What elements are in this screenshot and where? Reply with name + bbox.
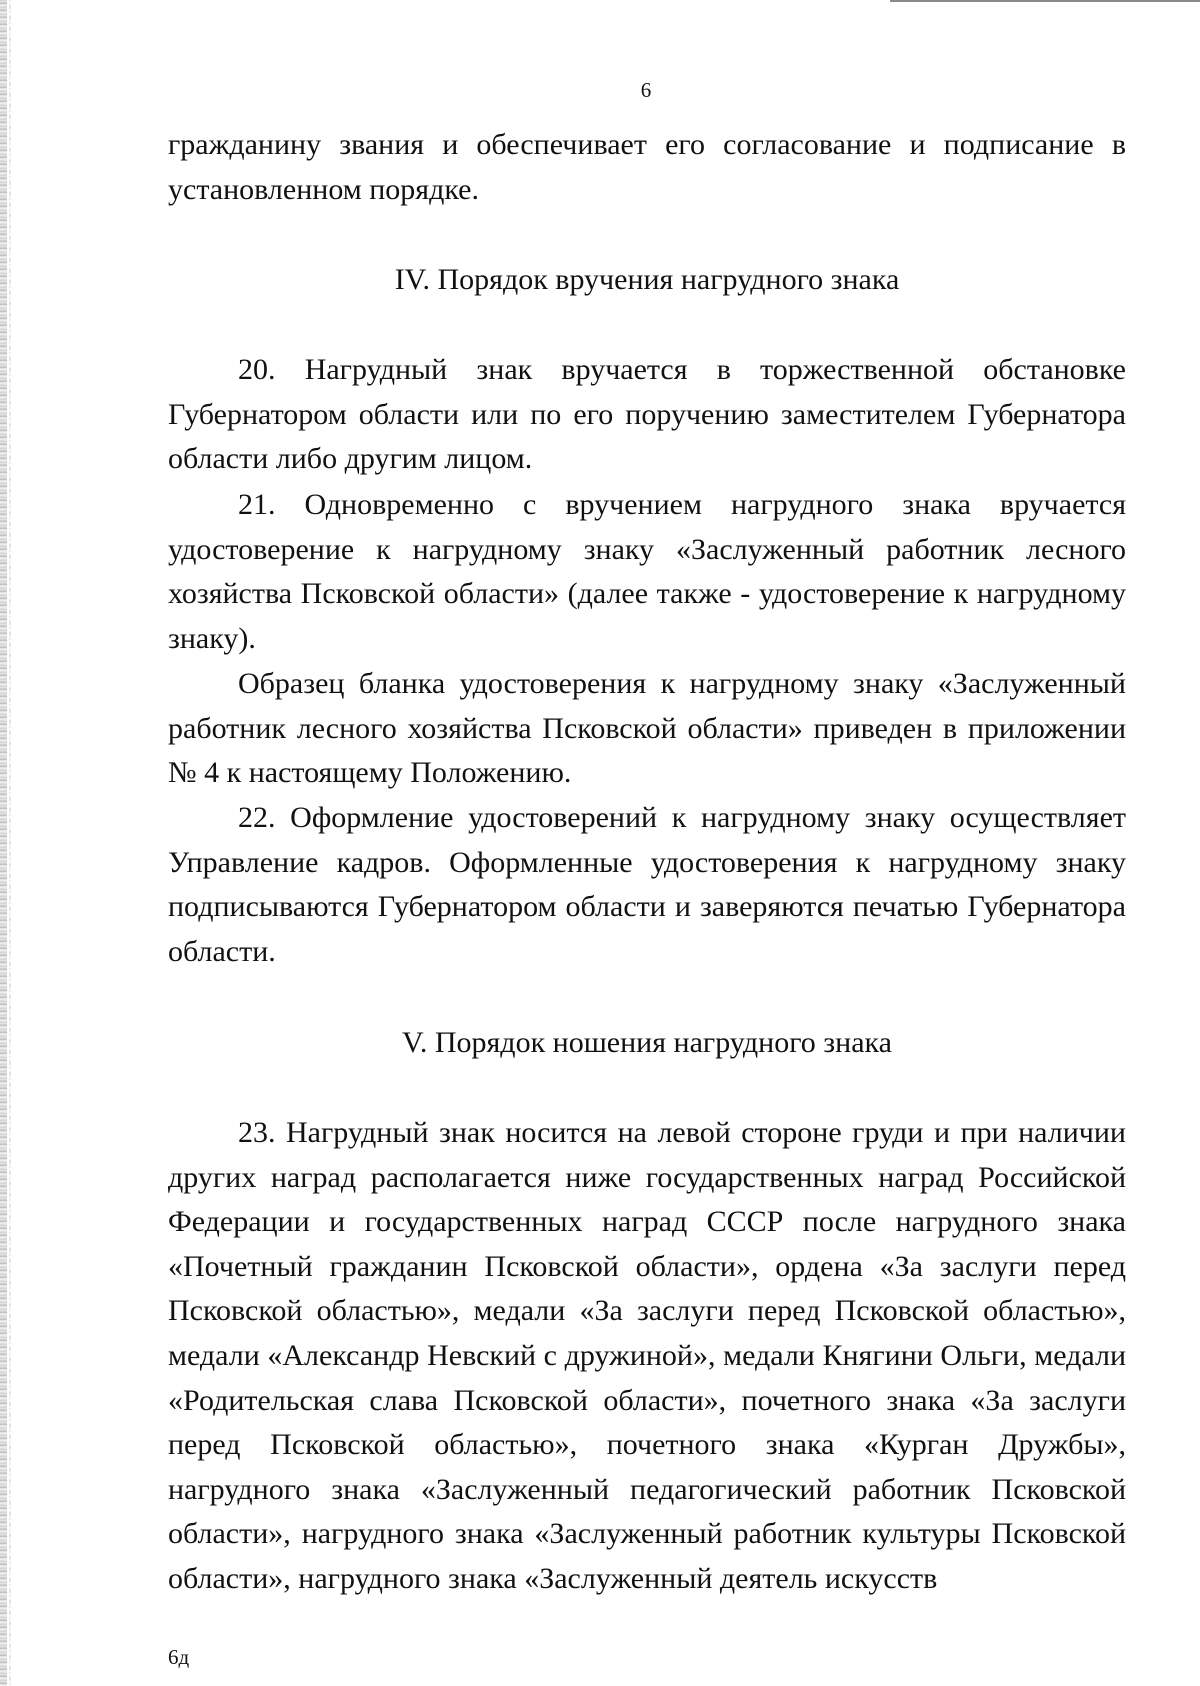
page-number: 6 xyxy=(640,78,652,102)
paragraph-item-23: 23. Нагрудный знак носится на левой стороне груди и при наличии других наград располагается ниже государственных наград Российской Федерации и государственных наград СССР после нагрудного знака «Почетный гражданин Псковской области», ордена «За заслуги перед Псковской областью», медали «За заслуги перед Псковской областью», медали «Александр Невский с дружиной», медали Княгини Ольги, медали «Родительская слава Псковской области», почетного знака «За заслуги перед Псковской областью», почетного знака «Курган Дружбы», нагрудного знака «Заслуженный педагогический работник Псковской области», нагрудного знака «Заслуженный работник культуры Псковской области», нагрудного знака «Заслуженный деятель искусств xyxy=(168,1116,1126,1595)
footer-document-code: 6д xyxy=(168,1645,190,1669)
section-v-heading: V. Порядок ношения нагрудного знака xyxy=(402,1026,892,1059)
paragraph-item-22: 22. Оформление удостоверений к нагрудному знаку осуществляет Управление кадров. Оформленные удостоверения к нагрудному знаку подписываются Губернатором области и заверяются печатью Губернатора области. xyxy=(168,801,1126,968)
top-edge-rule xyxy=(890,0,1200,2)
continuation-paragraph: гражданину звания и обеспечивает его согласование и подписание в установленном порядке. xyxy=(168,128,1126,206)
scan-edge-artifact-inner xyxy=(9,0,11,1686)
paragraph-item-21: 21. Одновременно с вручением нагрудного знака вручается удостоверение к нагрудному знаку «Заслуженный работник лесного хозяйства Псковской области» (далее также - удостоверение к нагрудному знаку). xyxy=(168,488,1126,655)
section-iv-heading: IV. Порядок вручения нагрудного знака xyxy=(394,263,900,296)
paragraph-sample-form: Образец бланка удостоверения к нагрудному знаку «Заслуженный работник лесного хозяйства Псковской области» приведен в приложении № 4 к настоящему Положению. xyxy=(168,667,1126,790)
scan-edge-artifact xyxy=(0,0,7,1686)
paragraph-item-20: 20. Нагрудный знак вручается в торжественной обстановке Губернатором области или по его поручению заместителем Губернатора области либо другим лицом. xyxy=(168,353,1126,476)
